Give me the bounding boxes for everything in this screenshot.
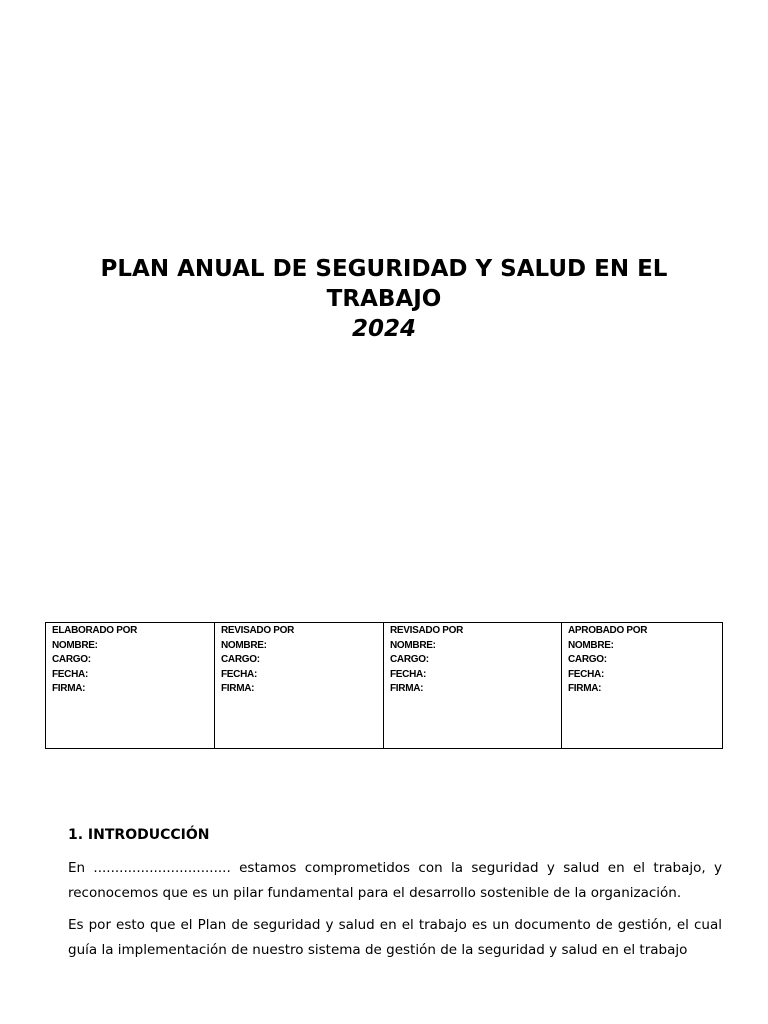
signature-field-nombre: NOMBRE:: [221, 639, 267, 651]
signature-table: [45, 622, 723, 749]
document-title: [0, 254, 768, 344]
signature-cell-revisado-2: [384, 623, 562, 749]
signature-field-nombre: NOMBRE:: [52, 639, 98, 651]
title-line-1: PLAN ANUAL DE SEGURIDAD Y SALUD EN EL: [100, 256, 668, 282]
signature-field-nombre: NOMBRE:: [568, 639, 614, 651]
signature-row: [46, 623, 723, 749]
introduction-section: [68, 824, 722, 970]
section-heading: 1. INTRODUCCIÓN: [68, 827, 210, 843]
signature-header: APROBADO POR: [568, 625, 648, 636]
signature-field-cargo: CARGO:: [568, 654, 607, 665]
signature-header: ELABORADO POR: [52, 625, 137, 636]
signature-field-nombre: NOMBRE:: [390, 639, 436, 651]
title-year: 2024: [351, 316, 416, 342]
signature-cell-aprobado: [562, 623, 723, 749]
signature-header: REVISADO POR: [390, 625, 464, 636]
signature-field-cargo: CARGO:: [390, 654, 429, 665]
signature-field-firma: FIRMA:: [221, 683, 255, 694]
signature-field-cargo: CARGO:: [52, 654, 91, 665]
signature-field-fecha: FECHA:: [390, 668, 426, 680]
signature-field-cargo: CARGO:: [221, 654, 260, 665]
signature-header: REVISADO POR: [221, 625, 295, 636]
title-line-2: TRABAJO: [326, 286, 442, 312]
signature-field-fecha: FECHA:: [568, 668, 604, 680]
signature-field-fecha: FECHA:: [221, 668, 257, 680]
signature-cell-elaborado: [46, 623, 215, 749]
signature-field-firma: FIRMA:: [52, 683, 86, 694]
signature-field-firma: FIRMA:: [568, 683, 602, 694]
intro-paragraph: Es por esto que el Plan de seguridad y salud en el trabajo es un documento de gestión, el cual guía la implementación de nuestro sistema de gestión de la seguridad y salud en el trabajo: [68, 917, 722, 958]
intro-paragraph: En ................................ estamos comprometidos con la seguridad y salud en el trabajo, y reconocemos que es un pilar fundamental para el desarrollo sostenible de la organización.: [68, 860, 722, 901]
signature-field-fecha: FECHA:: [52, 668, 88, 680]
signature-cell-revisado-1: [215, 623, 384, 749]
signature-field-firma: FIRMA:: [390, 683, 424, 694]
